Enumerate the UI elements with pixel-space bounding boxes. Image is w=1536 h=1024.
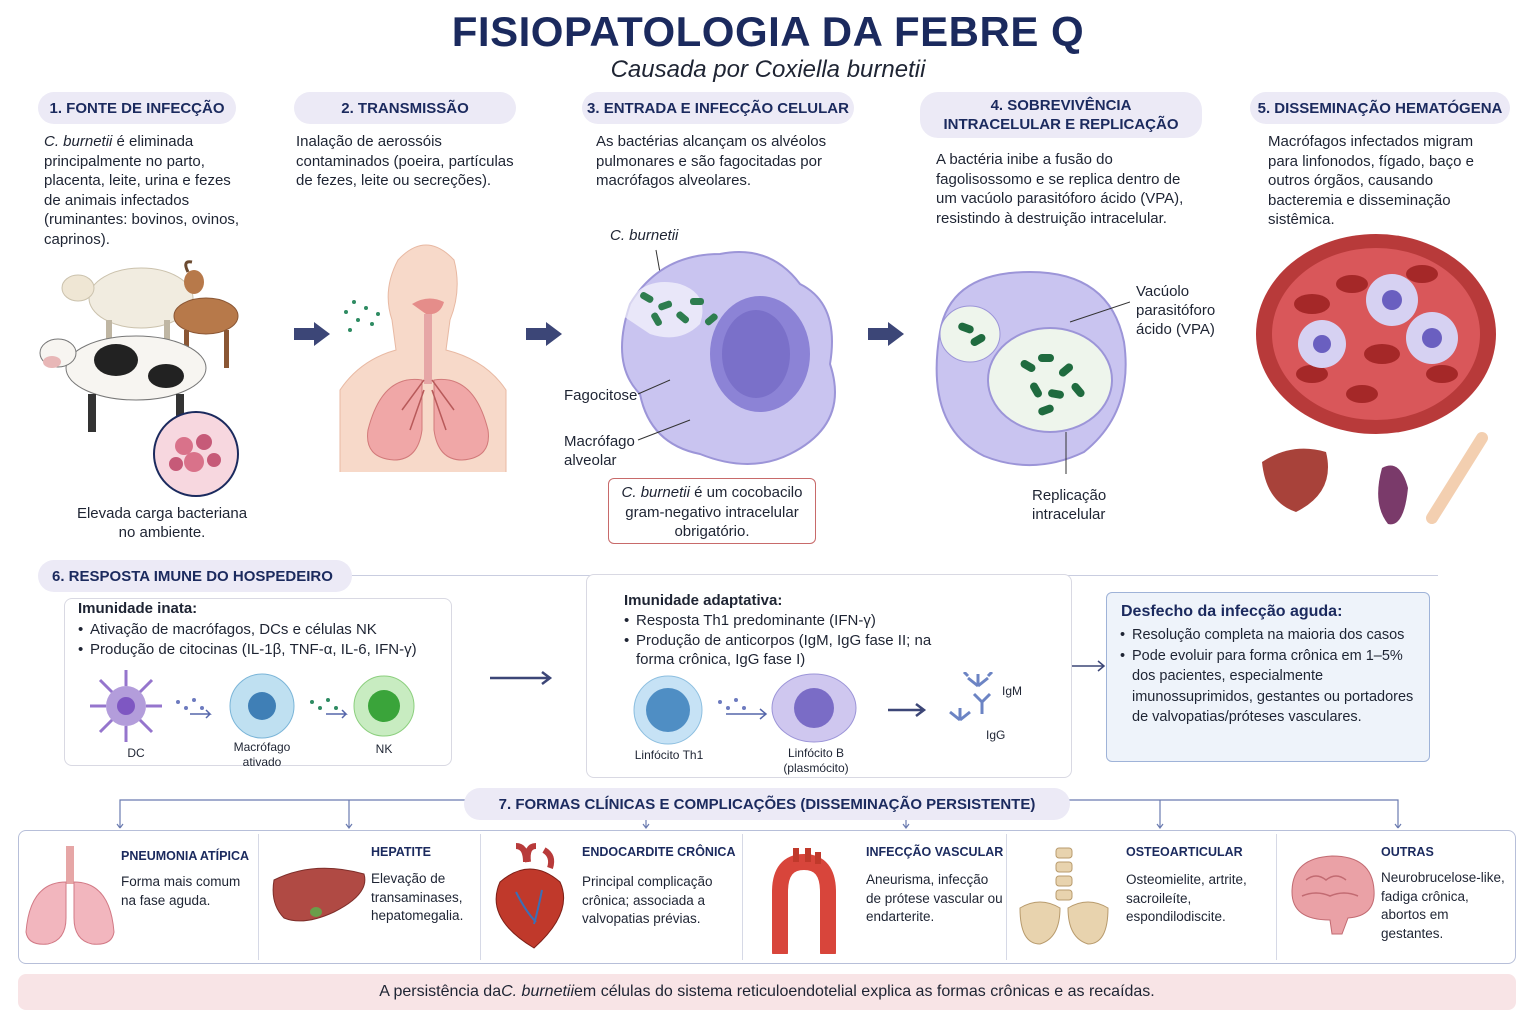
- innate-cells-illustration: [90, 668, 430, 744]
- step1-label: 1. FONTE DE INFECÇÃO: [38, 92, 236, 124]
- callout-phagocytosis: Fagocitose: [564, 387, 638, 404]
- list-item: • Produção de citocinas (IL-1β, TNF-α, IL-6, IFN-γ): [78, 640, 450, 660]
- form-text: Neurobrucelose-like, fadiga crônica, abortos em gestantes.: [1381, 870, 1505, 941]
- arrow-right-icon: [488, 668, 560, 688]
- form-text: Elevação de transaminases, hepatomegalia.: [371, 871, 464, 923]
- outcome-list: [1120, 626, 1424, 728]
- innate-list: [78, 620, 450, 659]
- respiratory-tract-illustration: [338, 240, 514, 472]
- antibody-label-igm: IgM: [1002, 684, 1023, 698]
- form-text: Principal complicação crônica; associada a valvopatias prévias.: [582, 874, 713, 926]
- list-item: • Pode evoluir para forma crônica em 1–5% dos pacientes, especialmente imunossuprimidos, gestantes ou portadores de valvopatias/próteses vasculares.: [1120, 646, 1424, 728]
- b-lymphocyte-icon: [772, 674, 856, 742]
- lungs-icon: [24, 842, 116, 946]
- step1-caption: Elevada carga bacteriana no ambiente.: [76, 505, 248, 541]
- page-subtitle: Causada por Coxiella burnetii: [610, 56, 926, 83]
- step2-label: 2. TRANSMISSÃO: [294, 92, 516, 124]
- pelvis-icon: [1016, 844, 1112, 950]
- cell-label-macrophage: Macrófago ativado: [233, 740, 291, 769]
- form-title: OSTEOARTICULAR: [1126, 845, 1243, 859]
- list-item: • Resposta Th1 predominante (IFN-γ): [624, 611, 946, 631]
- liver-icon: [270, 860, 370, 926]
- heart-icon: [486, 842, 576, 954]
- page-title: FISIOPATOLOGIA DA FEBRE Q: [451, 8, 1085, 55]
- form-text: Forma mais comum na fase aguda.: [121, 874, 241, 908]
- macrophage-icon: [230, 674, 294, 738]
- form-text: Aneurisma, infecção de prótese vascular ou endarterite.: [866, 872, 1003, 924]
- cell-label-th1: Linfócito Th1: [634, 748, 704, 762]
- step3-note: C. burnetii é um cocobacilo gram-negativo intracelular obrigatório.: [608, 478, 816, 544]
- footer-note: A persistência da C. burnetii em células do sistema reticuloendotelial explica as formas crônicas e as recaídas.: [18, 974, 1516, 1010]
- vacuole-replication-illustration: [920, 262, 1130, 474]
- th1-lymphocyte-icon: [634, 676, 702, 744]
- antibody-label-igg: IgG: [986, 728, 1006, 742]
- adaptive-title: Imunidade adaptativa:: [624, 592, 783, 609]
- step4-label: 4. SOBREVIVÊNCIA INTRACELULAR E REPLICAÇÃO: [920, 92, 1202, 138]
- step3-text: As bactérias alcançam os alvéolos pulmonares e são fagocitadas por macrófagos alveolares.: [596, 133, 827, 189]
- step1-text: C. burnetii é eliminada principalmente no parto, placenta, leite, urina e fezes de animais infectados (ruminantes: bovinos, ovinos, caprinos).: [44, 133, 240, 248]
- step5-label: 5. DISSEMINAÇÃO HEMATÓGENA: [1250, 92, 1510, 124]
- nk-cell-icon: [354, 676, 414, 736]
- cell-label-b: Linfócito B (plasmócito): [783, 746, 849, 775]
- innate-title: Imunidade inata:: [78, 600, 198, 617]
- antibody-icon: [950, 672, 992, 720]
- brain-icon: [1282, 852, 1378, 938]
- step5-text: Macrófagos infectados migram para linfonodos, fígado, baço e outros órgãos, causando bacteremia e disseminação sistêmica.: [1268, 133, 1474, 228]
- list-item: • Produção de anticorpos (IgM, IgG fase II; na forma crônica, IgG fase I): [624, 631, 946, 670]
- cell-label-dc: DC: [127, 746, 145, 760]
- arrow-right-icon: [292, 320, 332, 348]
- callout-macrophage: Macrófago alveolar: [564, 433, 635, 469]
- bone-icon: [1432, 438, 1482, 518]
- form-text: Osteomielite, artrite, sacroileíte, espondilodiscite.: [1126, 872, 1247, 924]
- callout-bacteria: C. burnetii: [610, 227, 679, 244]
- list-item: • Ativação de macrófagos, DCs e células NK: [78, 620, 450, 640]
- spleen-icon: [1378, 466, 1408, 525]
- arrow-right-icon: [1070, 658, 1110, 674]
- outcome-title: Desfecho da infecção aguda:: [1121, 603, 1343, 620]
- cell-label-nk: NK: [375, 742, 393, 756]
- step7-label: 7. FORMAS CLÍNICAS E COMPLICAÇÕES (DISSEMINAÇÃO PERSISTENTE): [464, 788, 1070, 820]
- callout-vpa: Vacúolo parasitóforo ácido (VPA): [1136, 283, 1216, 338]
- step3-label: 3. ENTRADA E INFECÇÃO CELULAR: [582, 92, 854, 124]
- form-title: PNEUMONIA ATÍPICA: [121, 849, 250, 863]
- arrow-right-icon: [524, 320, 564, 348]
- step6-label: 6. RESPOSTA IMUNE DO HOSPEDEIRO: [38, 560, 352, 592]
- arrow-right-icon: [866, 320, 906, 348]
- callout-replication: Replicação intracelular: [1032, 487, 1107, 523]
- blood-vessel-illustration: [1252, 234, 1512, 534]
- bacterial-load-icon: [154, 412, 238, 496]
- aorta-icon: [760, 842, 836, 954]
- dendritic-cell-icon: [90, 670, 162, 742]
- livestock-illustration: [36, 258, 246, 498]
- list-item: • Resolução completa na maioria dos casos: [1120, 626, 1424, 646]
- form-title: OUTRAS: [1381, 845, 1434, 859]
- form-title: INFECÇÃO VASCULAR: [866, 845, 1004, 859]
- adaptive-list: [624, 611, 946, 670]
- aerosol-particles-icon: [344, 300, 380, 332]
- liver-icon: [1262, 449, 1328, 512]
- form-title: ENDOCARDITE CRÔNICA: [582, 845, 736, 859]
- step2-text: Inalação de aerossóis contaminados (poeira, partículas de fezes, leite ou secreções).: [296, 133, 514, 189]
- form-title: HEPATITE: [371, 845, 431, 859]
- step4-text: A bactéria inibe a fusão do fagolisossomo e se replica dentro de um vacúolo parasitóforo ácido (VPA), resistindo à destruição intracelular.: [936, 151, 1184, 227]
- sheep-icon: [62, 268, 193, 344]
